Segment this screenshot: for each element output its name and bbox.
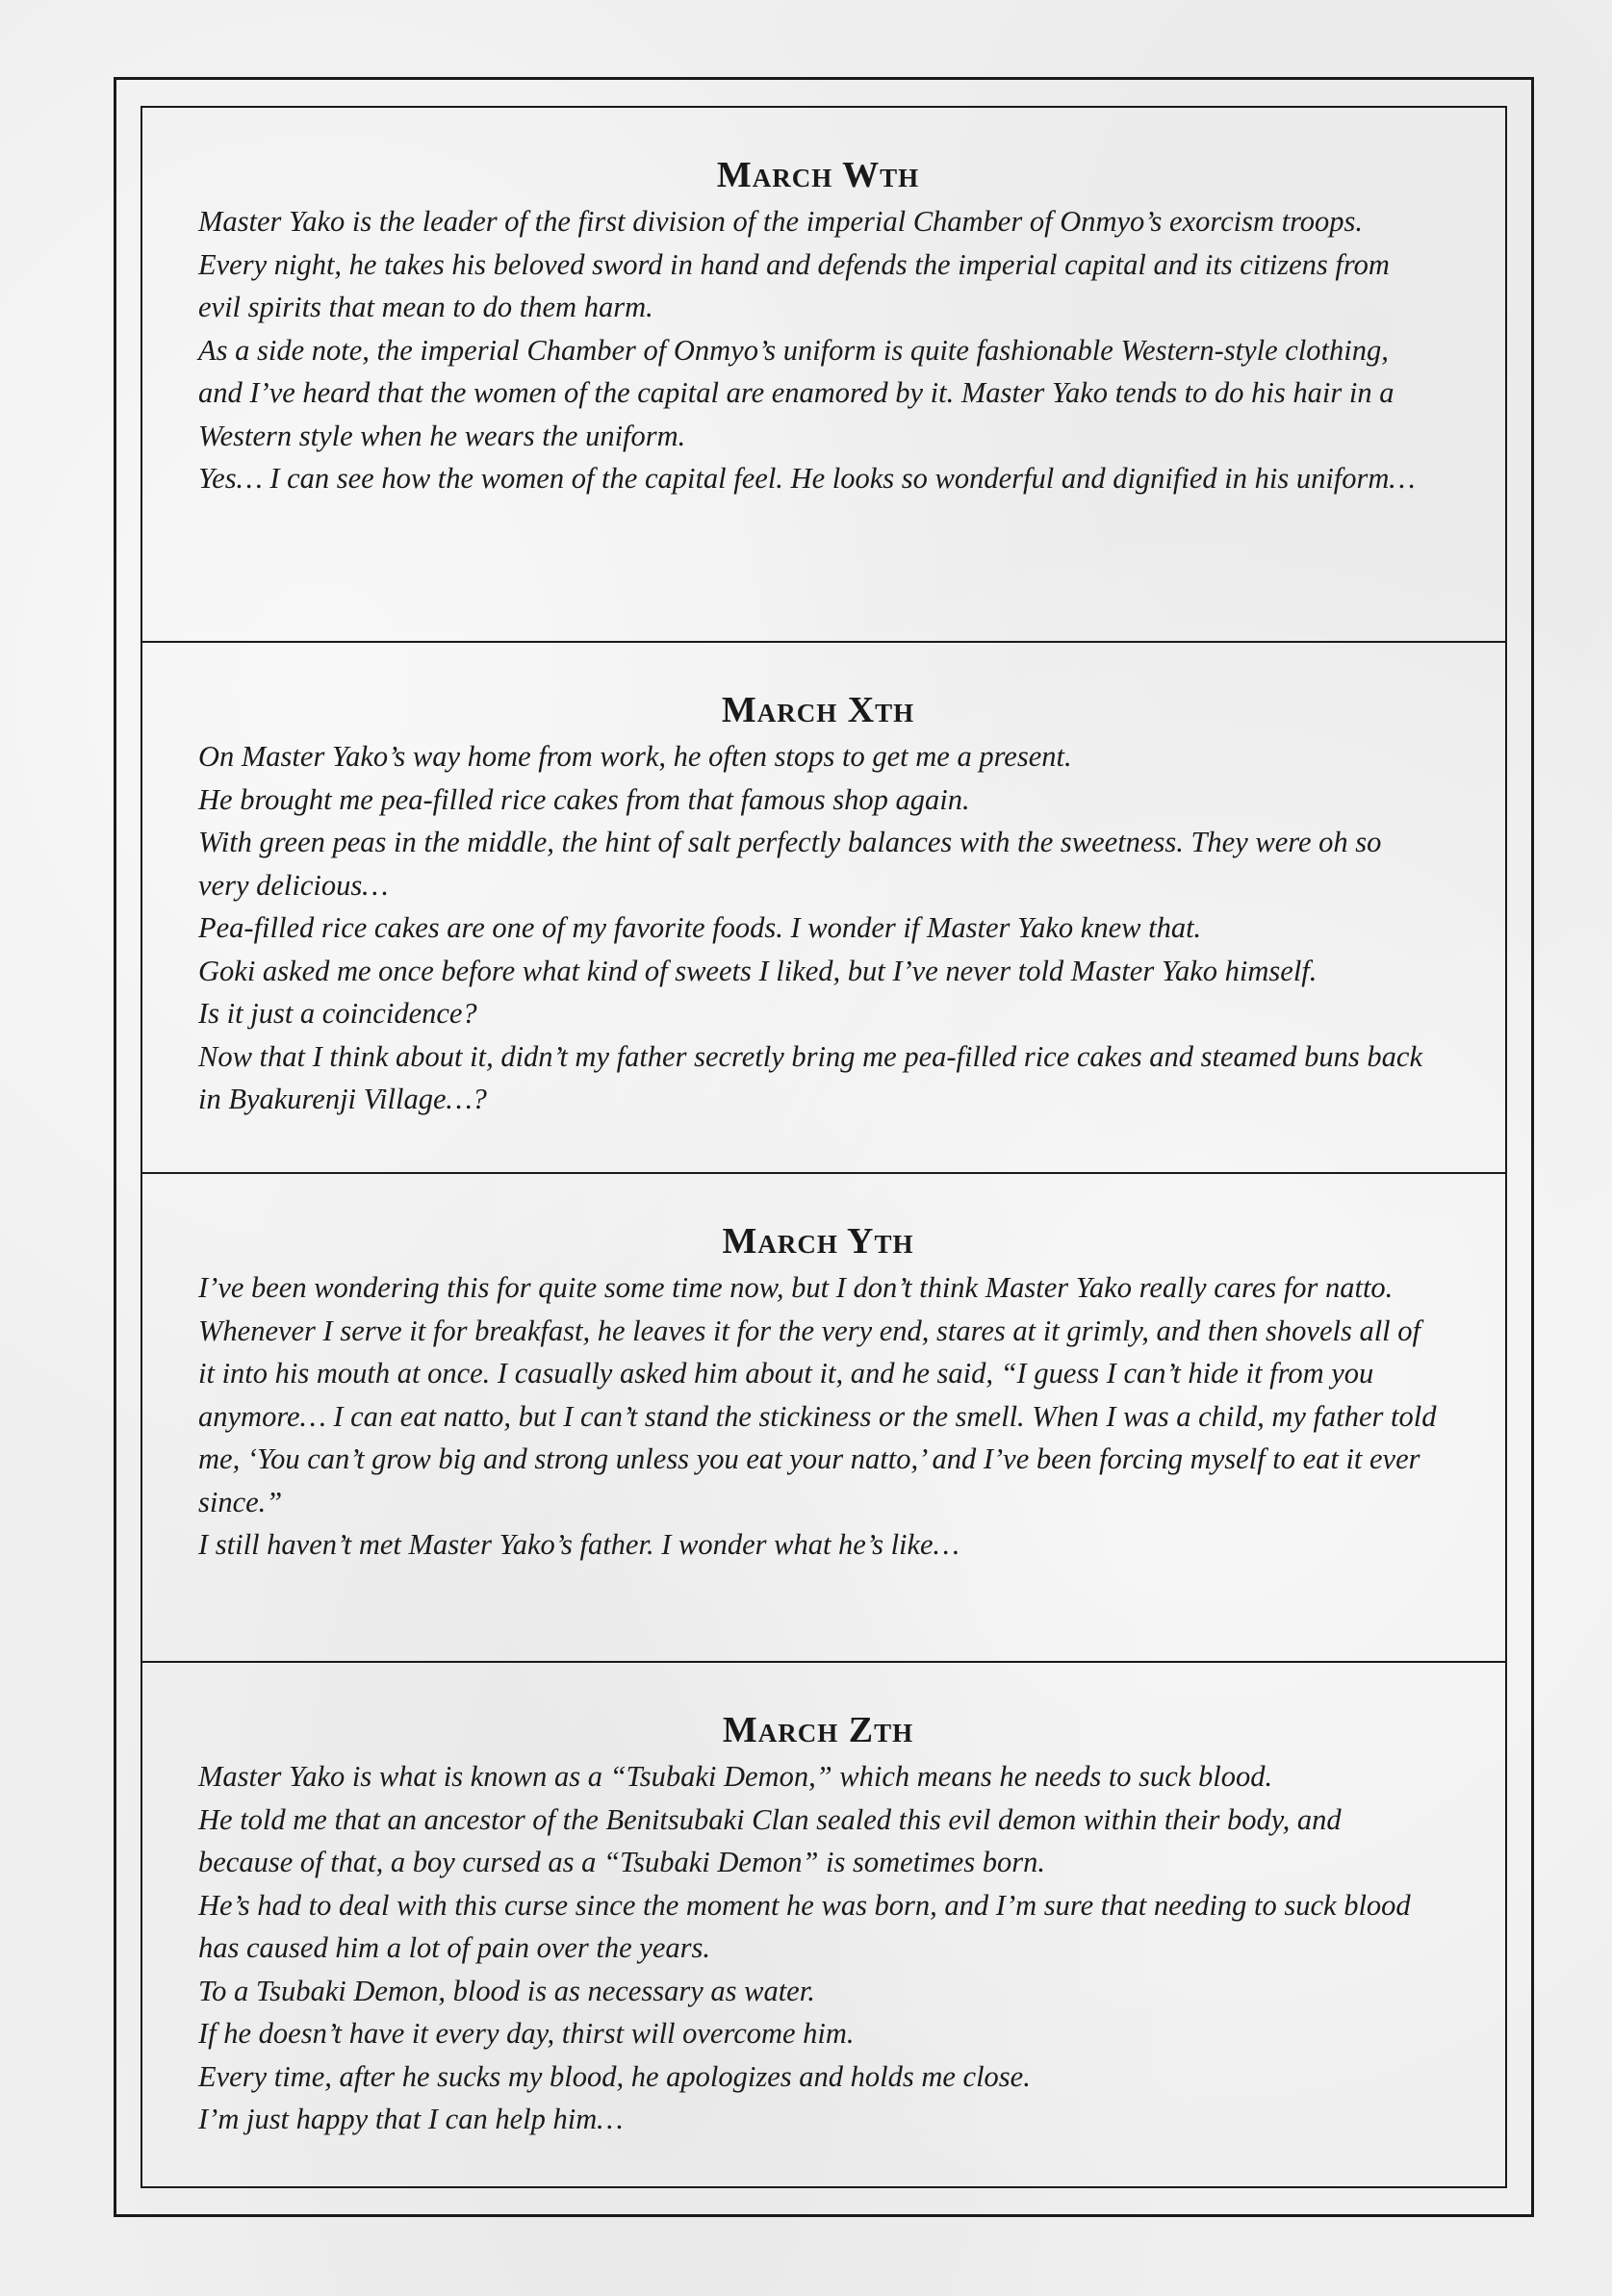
entry-paragraph: As a side note, the imperial Chamber of Onmyo’s uniform is quite fashionable Western-style clothing, and I’ve heard that the women of the capital are enamored by it. Master Yako tends to do his hair in a Western style when he wears the uniform. (198, 333, 1395, 452)
entry-paragraph: Whenever I serve it for breakfast, he leaves it for the very end, stares at it grimly, and then shovels all of it into his mouth at once. I casually asked him about it, and he said, “I guess I can’t hide it from you anymore… I can eat natto, but I can’t stand the stickiness or the smell. When I was a child, my father told me, ‘You can’t grow big and strong unless you eat your natto,’ and I’ve been forcing myself to eat it ever since.” (198, 1314, 1437, 1518)
entry-title: March Yth (722, 1221, 914, 1262)
entry-title: March Wth (716, 155, 920, 195)
entry-body (198, 1266, 1438, 1567)
entry-paragraph: I still haven’t met Master Yako’s father. I wonder what he’s like… (198, 1528, 960, 1561)
entry-paragraph: I’ve been wondering this for quite some time now, but I don’t think Master Yako really cares for natto. (198, 1271, 1394, 1304)
entry-paragraph: On Master Yako’s way home from work, he often stops to get me a present. (198, 740, 1072, 773)
diary-entry-march-w (142, 108, 1505, 643)
entry-paragraph: He’s had to deal with this curse since the moment he was born, and I’m sure that needing to suck blood has caused him a lot of pain over the years. (198, 1888, 1411, 1964)
entry-paragraph: Goki asked me once before what kind of sweets I liked, but I’ve never told Master Yako himself. (198, 954, 1318, 987)
entry-body (198, 1755, 1438, 2141)
entry-paragraph: Every night, he takes his beloved sword in hand and defends the imperial capital and its citizens from evil spirits that mean to do them harm. (198, 247, 1390, 323)
entry-body (198, 735, 1438, 1121)
diary-page (141, 106, 1507, 2188)
entry-title: March Zth (722, 1710, 914, 1750)
entry-paragraph: If he doesn’t have it every day, thirst will overcome him. (198, 2017, 855, 2050)
entry-paragraph: Is it just a coincidence? (198, 997, 477, 1030)
diary-entry-march-z (142, 1663, 1505, 2186)
entry-paragraph: Every time, after he sucks my blood, he apologizes and holds me close. (198, 2059, 1031, 2093)
entry-paragraph: Master Yako is what is known as a “Tsubaki Demon,” which means he needs to suck blood. (198, 1760, 1273, 1793)
entry-paragraph: Yes… I can see how the women of the capital feel. He looks so wonderful and dignified in his uniform… (198, 462, 1416, 495)
entry-paragraph: Now that I think about it, didn’t my father secretly bring me pea-filled rice cakes and steamed buns back in Byakurenji Village…? (198, 1039, 1422, 1115)
diary-entry-march-x (142, 643, 1505, 1174)
entry-paragraph: To a Tsubaki Demon, blood is as necessary as water. (198, 1974, 815, 2007)
entry-paragraph: He brought me pea-filled rice cakes from that famous shop again. (198, 782, 970, 816)
entry-paragraph: He told me that an ancestor of the Benitsubaki Clan sealed this evil demon within their body, and because of that, a boy cursed as a “Tsubaki Demon” is sometimes born. (198, 1802, 1342, 1878)
entry-paragraph: With green peas in the middle, the hint of salt perfectly balances with the sweetness. They were oh so very delicious… (198, 826, 1382, 902)
diary-entry-march-y (142, 1174, 1505, 1663)
entry-body (198, 200, 1438, 500)
entry-title: March Xth (721, 690, 915, 730)
entry-paragraph: Pea-filled rice cakes are one of my favorite foods. I wonder if Master Yako knew that. (198, 911, 1202, 944)
entry-paragraph: Master Yako is the leader of the first division of the imperial Chamber of Onmyo’s exorcism troops. (198, 205, 1364, 238)
entry-paragraph: I’m just happy that I can help him… (198, 2103, 624, 2135)
